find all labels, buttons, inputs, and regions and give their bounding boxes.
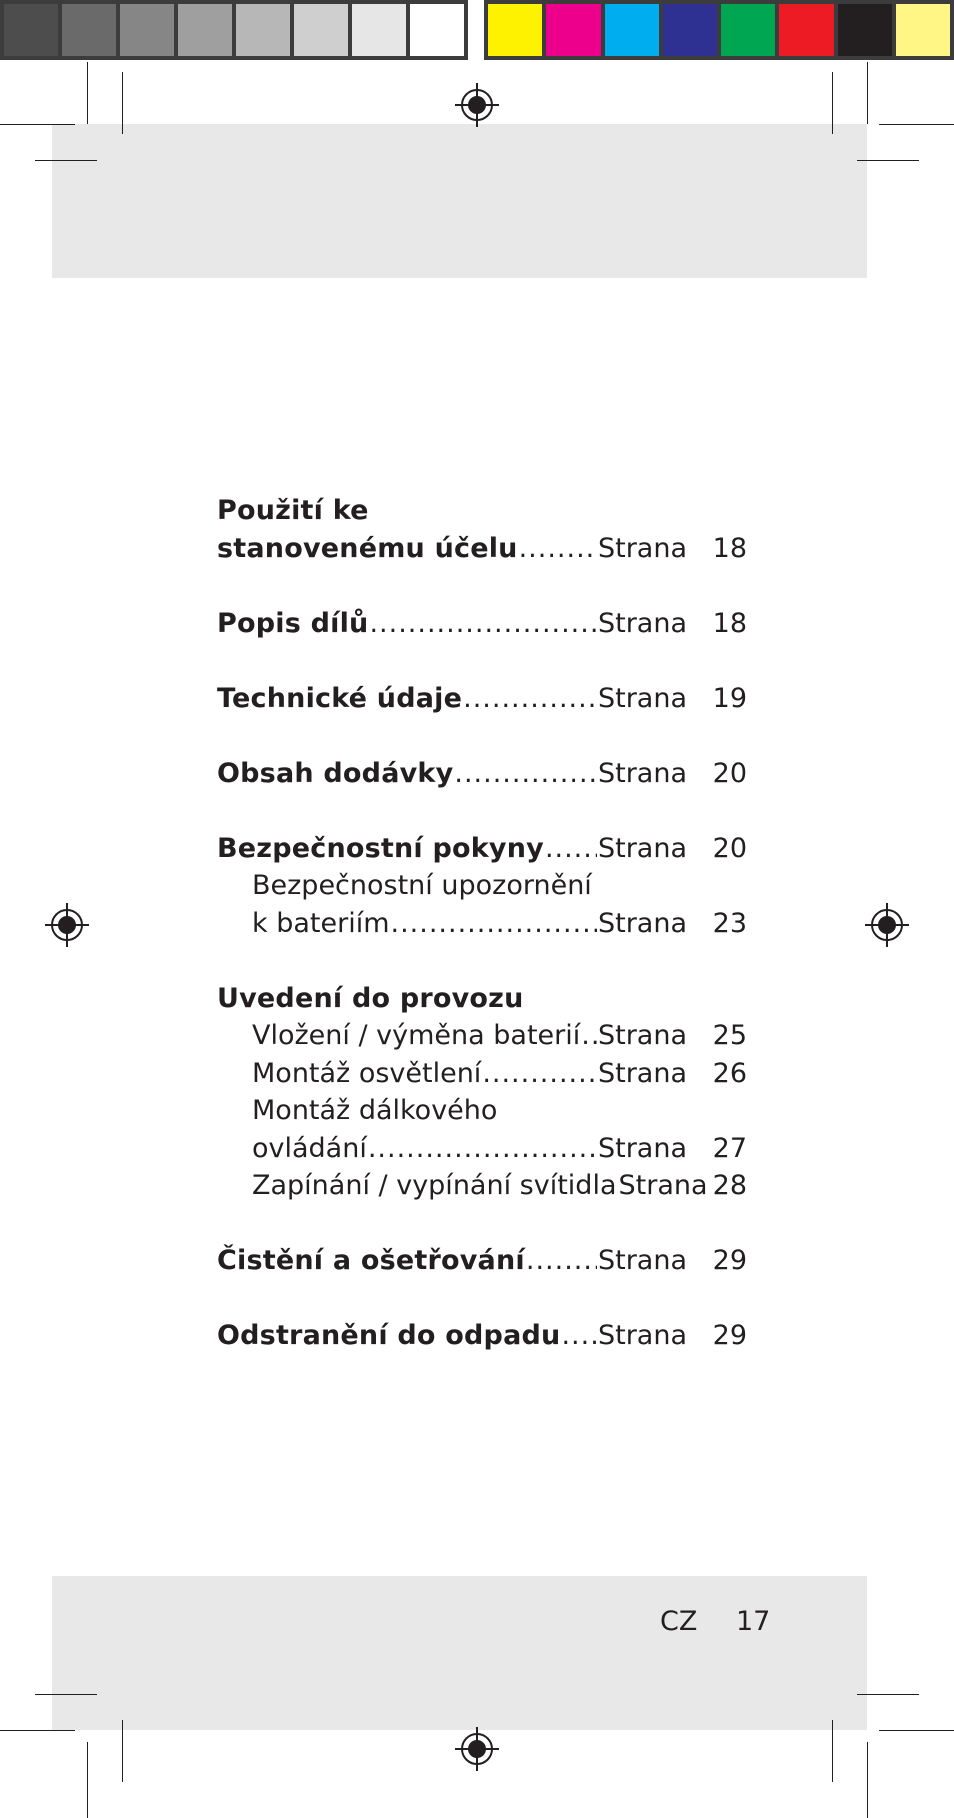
- toc-page-word: Strana: [597, 1020, 687, 1051]
- toc-entry-title: Obsah dodávky: [217, 757, 454, 789]
- color-swatch: [352, 4, 406, 56]
- toc-entry: [217, 830, 747, 868]
- toc-entry: [217, 1017, 747, 1055]
- crop-mark: [35, 1694, 97, 1695]
- toc-entry-title: Bezpečnostní pokyny: [217, 832, 544, 864]
- toc-entry-title: Popis dílů: [217, 607, 369, 639]
- dot-leader: [581, 1017, 597, 1055]
- color-swatch: [663, 4, 717, 56]
- color-swatch: [410, 4, 464, 56]
- toc-entry: [217, 1242, 747, 1280]
- toc-entry: [217, 1130, 747, 1168]
- dot-leader: [519, 530, 597, 568]
- toc-entry: [217, 1317, 747, 1355]
- toc-entry: [217, 980, 747, 1018]
- bottom-gray-band: [52, 1576, 867, 1730]
- toc-entry: [217, 605, 747, 643]
- dot-leader: [545, 830, 597, 868]
- toc-entry: [217, 492, 747, 530]
- toc-entry-title: Odstranění do odpadu: [217, 1320, 561, 1351]
- registration-mark-icon: [454, 82, 500, 128]
- toc-page-number: 23: [712, 907, 747, 939]
- crop-mark: [879, 1730, 954, 1731]
- color-swatch: [488, 4, 542, 56]
- toc-page-word: Strana: [597, 832, 687, 864]
- dot-leader: [368, 1130, 597, 1168]
- color-swatch: [120, 4, 174, 56]
- toc-page-word: Strana: [597, 1057, 687, 1089]
- toc-page-number: 28: [712, 1170, 747, 1201]
- crop-mark: [122, 72, 123, 134]
- registration-mark-icon: [864, 902, 910, 948]
- toc-page-word: Strana: [597, 1245, 687, 1276]
- crop-mark: [857, 160, 919, 161]
- color-swatch: [178, 4, 232, 56]
- toc-page-number: 20: [712, 757, 747, 789]
- toc-entry: [217, 755, 747, 793]
- toc-page-word: Strana: [618, 1170, 708, 1201]
- toc-entry-title: Uvedení do provozu: [217, 982, 524, 1014]
- toc-entry-title: ovládání: [252, 1132, 367, 1164]
- toc-entry-title: stanovenému účelu: [217, 532, 518, 564]
- crop-mark: [0, 124, 75, 125]
- dot-leader: [561, 1317, 597, 1355]
- crop-mark: [0, 1730, 75, 1731]
- crop-mark: [832, 1720, 833, 1782]
- toc-page-word: Strana: [597, 532, 687, 564]
- color-swatch: [721, 4, 775, 56]
- color-control-strip: [484, 0, 954, 60]
- dot-leader: [369, 605, 597, 643]
- crop-mark: [867, 62, 868, 124]
- toc-entry-title: Montáž osvětlení: [252, 1057, 482, 1089]
- dot-leader: [482, 1055, 597, 1093]
- page-footer: [660, 1606, 770, 1637]
- footer-page-number: 17: [735, 1606, 771, 1637]
- color-swatch: [4, 4, 58, 56]
- crop-mark: [857, 1694, 919, 1695]
- toc-entry-title: k bateriím: [252, 907, 390, 939]
- toc-entry: [217, 530, 747, 568]
- toc-page-word: Strana: [597, 607, 687, 639]
- crop-mark: [867, 1742, 868, 1818]
- top-gray-band: [52, 124, 867, 278]
- crop-mark: [832, 72, 833, 134]
- registration-mark-icon: [454, 1726, 500, 1772]
- toc-page-number: 26: [712, 1057, 747, 1089]
- toc-entry-title: Použití ke: [217, 495, 369, 526]
- toc-entry-title: Zapínání / vypínání svítidla: [252, 1170, 617, 1201]
- toc-entry-title: Montáž dálkového: [252, 1095, 498, 1126]
- toc-page-number: 29: [712, 1245, 747, 1276]
- toc-page-number: 19: [712, 682, 747, 714]
- color-swatch: [546, 4, 600, 56]
- toc-entry-title: Čistění a ošetřování: [217, 1245, 525, 1276]
- dot-leader: [391, 905, 597, 943]
- color-swatch: [779, 4, 833, 56]
- toc-page-number: 27: [712, 1132, 747, 1164]
- color-swatch: [896, 4, 950, 56]
- toc-page-number: 20: [712, 832, 747, 864]
- toc-entry: [217, 680, 747, 718]
- toc-page-number: 18: [712, 532, 747, 564]
- registration-mark-icon: [44, 902, 90, 948]
- toc-entry-title: Vložení / výměna baterií: [252, 1020, 581, 1051]
- gray-control-strip: [0, 0, 468, 60]
- crop-mark: [35, 160, 97, 161]
- crop-mark: [87, 1742, 88, 1818]
- color-swatch: [236, 4, 290, 56]
- color-swatch: [605, 4, 659, 56]
- toc-entry: [217, 1092, 747, 1130]
- toc-entry: [217, 905, 747, 943]
- toc-entry: [217, 1055, 747, 1093]
- toc-page-word: Strana: [597, 907, 687, 939]
- table-of-contents: [217, 492, 747, 1355]
- toc-page-number: 29: [712, 1320, 747, 1351]
- footer-language-code: CZ: [660, 1606, 698, 1637]
- toc-entry: [217, 867, 747, 905]
- toc-page-number: 25: [712, 1020, 747, 1051]
- toc-page-number: 18: [712, 607, 747, 639]
- toc-page-word: Strana: [597, 1320, 687, 1351]
- color-swatch: [294, 4, 348, 56]
- dot-leader: [463, 680, 597, 718]
- toc-entry-title: Bezpečnostní upozornění: [252, 870, 592, 901]
- dot-leader: [526, 1242, 597, 1280]
- dot-leader: [454, 755, 597, 793]
- toc-entry-title: Technické údaje: [217, 682, 463, 714]
- crop-mark: [122, 1720, 123, 1782]
- crop-mark: [879, 124, 954, 125]
- toc-page-word: Strana: [597, 757, 687, 789]
- color-swatch: [62, 4, 116, 56]
- toc-page-word: Strana: [597, 682, 687, 714]
- toc-entry: [217, 1167, 747, 1205]
- toc-page-word: Strana: [597, 1132, 687, 1164]
- crop-mark: [87, 62, 88, 124]
- color-swatch: [838, 4, 892, 56]
